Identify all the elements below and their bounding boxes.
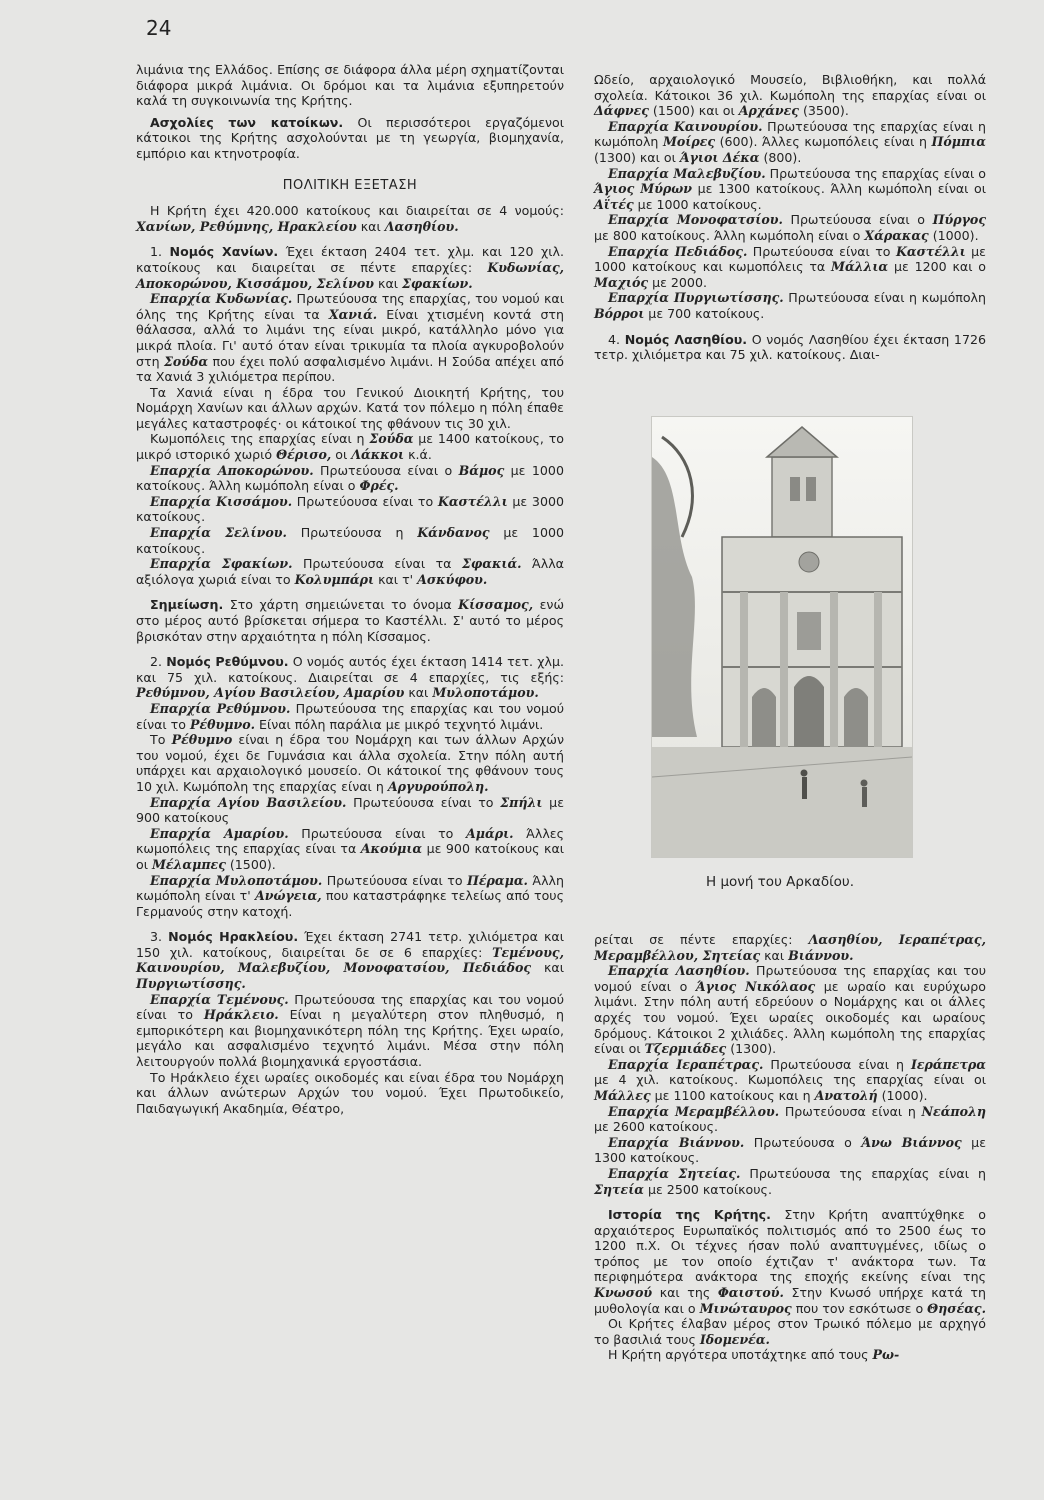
paragraph-ierapetras	[594, 1057, 986, 1104]
occupations-text: Οι περισσότεροι εργαζόμενοι κάτοικοι της Κρήτης ασχολούνται με τη γεωργία, βιομηχανία, εμπόριο και κτηνοτροφία.	[136, 114, 565, 161]
nomos-3-number: 3.	[150, 929, 169, 945]
page-number: 24	[146, 16, 172, 40]
amariou-text-c: με 900 κατοίκους και οι	[136, 841, 565, 872]
paragraph-romans	[594, 1347, 986, 1363]
history-theseus: Θησέας.	[927, 1300, 986, 1316]
paragraph-pyrgiotissis	[594, 290, 986, 321]
sfakion-text-c: και τ'	[374, 571, 418, 587]
monofatsiou-text-b: με 800 κατοίκους. Άλλη κωμόπολη είναι ο	[594, 227, 865, 243]
paragraph-komopoleis	[136, 431, 564, 462]
merambellou-text-b: με 2600 κατοίκους.	[594, 1119, 718, 1135]
nomos-2-text: Ο νομός αυτός έχει έκταση 1414 τετ. χλμ. και 75 χιλ. κατοίκους. Διαιρείται σε 4 επαρχίες, τις εξής:	[136, 654, 564, 685]
kainouriou-text-d: (800).	[759, 149, 802, 165]
malevyziou-text-b: με 1300 κατοίκους. Άλλη κωμόπολη είναι οι	[692, 181, 987, 197]
nomos-3-title: Νομός Ηρακλείου.	[168, 929, 299, 945]
merambellou-title: Επαρχία Μεραμβέλλου.	[608, 1103, 780, 1119]
viannou-title: Επαρχία Βιάννου.	[608, 1134, 745, 1150]
ierapetras-anatoli: Ανατολή	[814, 1087, 878, 1103]
history-knossos: Κνωσού	[594, 1285, 653, 1301]
pediados-text-b: με 1000 κατοίκους και κωμοπόλεις τα	[594, 243, 986, 275]
temenous-text-b: Είναι η μεγαλύτερη στον πληθυσμό, η εμπορικότερη και βιομηχανικότερη πόλη της Κρήτης. Έχει ωραίο, μεγάλο και ασφαλισμένο τεχνητό λιμάνι. Μέσα στην πόλη λειτουργούν πολλά βιομηχανικά εργοστάσια.	[136, 1007, 564, 1070]
paragraph-irakleio-cont	[594, 72, 986, 119]
nomos-2-and: και	[404, 685, 433, 701]
history-phaistos: Φαιστού.	[717, 1285, 784, 1301]
paragraph-selinou	[136, 525, 564, 556]
amariou-city: Αμάρι.	[466, 825, 514, 841]
history-text-c: Στην Κνωσό υπήρχε κατά τη μυθολογία και ο	[594, 1285, 987, 1316]
rethymnou-text-a: Πρωτεύουσα της επαρχίας και του νομού είναι το	[136, 700, 564, 732]
nomos-4-title: Νομός Λασηθίου.	[624, 331, 748, 347]
lasithiou-text-b: με ωραίο και ευρύχωρο λιμάνι. Στην πόλη αυτή εδρεύουν ο Νομάρχης και οι άλλες αρχές του νομού. Έχει ωραίες οικοδομές και ωραίους δρόμους. Κάτοικοι 2 χιλιάδες. Άλλη κωμόπολη της επαρχίας είναι οι	[594, 978, 986, 1057]
history-minotaur: Μινώταυρος	[699, 1300, 792, 1316]
nomos-3-and: και	[531, 960, 564, 976]
selinou-city: Κάνδανος	[417, 525, 490, 541]
note-text-a: Στο χάρτη σημειώνεται το όνομα	[223, 597, 459, 613]
rethymno-argyroupoli: Αργυρούπολη.	[387, 778, 489, 794]
lasithiou-text-c: (1300).	[726, 1041, 777, 1057]
amariou-title: Επαρχία Αμαρίου.	[150, 825, 289, 841]
history-text-d: που τον εσκότωσε ο	[791, 1300, 928, 1316]
sfakion-city: Σφακιά.	[461, 556, 522, 572]
kissamou-text-b: με 3000 κατοίκους.	[136, 493, 564, 525]
paragraph-lasithiou	[594, 963, 986, 1057]
amariou-akoumia: Ακούμια	[360, 841, 423, 857]
apokoronou-fres: Φρές.	[359, 478, 399, 494]
kydonia-text-b: Είναι χτισμένη κοντά στη θάλασσα, αλλά το λιμάνι της είναι μικρό, κατάλληλο μόνο για μικρά πλοία. Γι' αυτό όταν είναι τρικυμία τα πλοία αγκυροβολούν στη	[136, 306, 564, 369]
nomos-4-last: Βιάννου.	[788, 947, 854, 963]
lasithiou-city: Άγιος Νικόλαος	[695, 978, 816, 994]
paragraph-agiou-vasileiou	[136, 795, 564, 826]
malevyziou-title: Επαρχία Μαλεβυζίου.	[608, 165, 766, 181]
apokoronou-city: Βάμος	[458, 462, 505, 478]
ierapetras-text-d: (1000).	[877, 1087, 928, 1103]
selinou-text-b: με 1000 κατοίκους.	[136, 525, 564, 556]
note-kissamos: Κίσσαμος,	[458, 597, 534, 613]
romans-text: Η Κρήτη αργότερα υποτάχτηκε από τους	[608, 1347, 873, 1363]
mylopotamou-text-a: Πρωτεύουσα είναι το	[322, 872, 467, 888]
apokoronou-text-a: Πρωτεύουσα είναι ο	[313, 462, 459, 478]
paragraph-nomos-irakleiou	[136, 929, 564, 991]
paragraph-kydonia	[136, 291, 564, 385]
malevyziou-text-a: Πρωτεύουσα της επαρχίας είναι ο	[765, 165, 986, 181]
paragraph-irakleio: Το Ηράκλειο έχει ωραίες οικοδομές και είναι έδρα του Νομάρχη και άλλων ανώτερων Αρχών του νομού. Έχει Πρωτοδικείο, Παιδαγωγική Ακαδημία, Θέατρο,	[136, 1069, 564, 1116]
mylopotamou-city: Πέραμα.	[467, 872, 528, 888]
kainouriou-text-c: (1300) και οι	[594, 149, 680, 165]
siteias-text-b: με 2500 κατοίκους.	[643, 1181, 772, 1197]
komo-text-b: με 1400 κατοίκους, το μικρό ιστορικό χωριό	[136, 431, 564, 463]
paragraph-mylopotamou	[136, 873, 564, 920]
paragraph-amariou	[136, 826, 564, 873]
nomos-2-number: 2.	[150, 654, 167, 670]
paragraph-note	[136, 597, 564, 644]
siteias-city: Σητεία	[594, 1181, 644, 1197]
pediados-city: Καστέλλι	[895, 243, 966, 259]
amariou-text-b: Άλλες κωμοπόλεις της επαρχίας είναι τα	[136, 825, 565, 857]
kydonia-city: Χανιά.	[328, 306, 378, 322]
pediados-machios: Μαχιός	[594, 274, 649, 290]
intro-last: Λασηθίου.	[384, 218, 459, 234]
paragraph-temenous	[136, 992, 564, 1070]
cont-archanes: Αρχάνες	[738, 103, 799, 119]
kissamou-title: Επαρχία Κισσάμου.	[150, 493, 293, 509]
paragraph-siteias	[594, 1166, 986, 1197]
nomos-4-list: Λασηθίου, Ιεραπέτρας, Μεραμβέλλου, Σητείας	[594, 932, 986, 963]
kainouriou-agioi-deka: Άγιοι Δέκα	[679, 149, 760, 165]
malevyziou-text-c: με 1000 κατοίκους.	[633, 196, 762, 212]
troy-text: Οι Κρήτες έλαβαν μέρος στον Τρωικό πόλεμο με αρχηγό το βασιλιά τους	[594, 1316, 986, 1347]
paragraph-intro	[136, 203, 564, 234]
kissamou-city: Καστέλλι	[437, 493, 508, 509]
siteias-text-a: Πρωτεύουσα της επαρχίας είναι η	[740, 1165, 986, 1181]
mylopotamou-text-c: που καταστράφηκε τελείως από τους Γερμανούς στην κατοχή.	[136, 888, 564, 919]
paragraph-rethymnou	[136, 701, 564, 732]
monofatsiou-text-c: (1000).	[928, 227, 979, 243]
rethymnou-city: Ρέθυμνο.	[189, 716, 255, 732]
intro-text: Η Κρήτη έχει 420.000 κατοίκους και διαιρείται σε 4 νομούς:	[150, 203, 564, 219]
ierapetras-text-a: Πρωτεύουσα είναι η	[763, 1056, 911, 1072]
nomos-1-and: και	[374, 275, 403, 291]
sfakion-askyfou: Ασκύφου.	[417, 571, 488, 587]
amariou-melampes: Μέλαμπες	[151, 856, 226, 872]
kainouriou-title: Επαρχία Καινουρίου.	[608, 118, 763, 134]
pediados-text-d: με 2000.	[648, 274, 707, 290]
kainouriou-pompia: Πόμπια	[931, 134, 986, 150]
viannou-city: Άνω Βιάννος	[861, 1134, 962, 1150]
selinou-title: Επαρχία Σελίνου.	[150, 525, 287, 541]
history-text-b: και της	[652, 1285, 718, 1301]
arkadi-monastery-photo	[651, 416, 913, 858]
pyrgiotissis-text-b: με 700 κατοίκους.	[644, 305, 765, 321]
cont-text-a: Ωδείο, αρχαιολογικό Μουσείο, Βιβλιοθήκη, και πολλά σχολεία. Κάτοικοι 36 χιλ. Κωμόπολη της επαρχίας είναι οι	[594, 72, 986, 103]
monofatsiou-text-a: Πρωτεύουσα είναι ο	[782, 212, 933, 228]
history-text-a: Στην Κρήτη αναπτύχθηκε ο αρχαιότερος Ευρωπαϊκός πολιτισμός από το 2500 έως το 1200 π.Χ. Οι τέχνες ήσαν πολύ αναπτυγμένες, ιδίως ο τρόπος με τον οποίο έχτιζαν τ' ανάκτορα των. Τα περιφημότερα ανάκτορα της εποχής εκείνης είναι της	[594, 1207, 986, 1285]
apokoronou-title: Επαρχία Αποκορώνου.	[150, 462, 314, 478]
sfakion-title: Επαρχία Σφακίων.	[150, 556, 293, 572]
pediados-text-c: με 1200 και ο	[888, 259, 986, 275]
monofatsiou-charakas: Χάρακας	[864, 227, 929, 243]
nomos-4-cont: ρείται σε πέντε επαρχίες:	[594, 932, 809, 947]
komo-text-d: κ.ά.	[404, 447, 432, 463]
paragraph-sfakion	[136, 556, 564, 587]
left-column	[136, 62, 564, 1116]
intro-and: και	[356, 218, 385, 234]
paragraph-history	[594, 1207, 986, 1316]
selinou-text-a: Πρωτεύουσα η	[286, 525, 418, 541]
kainouriou-text-a: Πρωτεύουσα της επαρχίας είναι η κωμόπολη	[594, 118, 986, 150]
note-text-b: ενώ στο μέρος αυτό βρίσκεται σήμερα το Καστέλλι. Σ' αυτό το μέρος βρισκόταν στην αρχαιότητα η πόλη Κίσσαμος.	[136, 597, 564, 644]
intro-nomoi: Χανίων, Ρεθύμνης, Ηρακλείου	[136, 218, 357, 234]
paragraph-merambellou	[594, 1104, 986, 1135]
nomos-4-and: και	[760, 947, 789, 963]
merambellou-city: Νεάπολη	[921, 1103, 987, 1119]
nomos-1-number: 1.	[150, 244, 170, 260]
nomos-2-title: Νομός Ρεθύμνου.	[166, 654, 289, 670]
monastery-illustration	[652, 417, 912, 857]
paragraph-kainouriou	[594, 119, 986, 166]
amariou-text-d: (1500).	[225, 856, 276, 872]
pediados-mallia: Μάλλια	[831, 259, 889, 275]
right-column-upper	[594, 72, 986, 363]
ierapetras-text-b: με 4 χιλ. κατοίκους. Κωμοπόλεις της επαρχίας είναι οι	[594, 1072, 986, 1088]
paragraph-kissamou	[136, 494, 564, 525]
nomos-3-list: Τεμένους, Καινουρίου, Μαλεβυζίου, Μονοφατσίου, Πεδιάδος	[136, 944, 564, 976]
apokoronou-text-b: με 1000 κατοίκους. Άλλη κωμόπολη είναι ο	[136, 462, 564, 494]
paragraph-pediados	[594, 244, 986, 291]
troy-idomeneus: Ιδομενέα.	[699, 1331, 770, 1347]
sfakion-text-b: Άλλα αξιόλογα χωριά είναι το	[136, 556, 564, 587]
kydonia-text-c: που έχει πολύ ασφαλισμένο λιμάνι. Η Σούδα απέχει από τα Χανιά 3 χιλιόμετρα περίπου.	[136, 353, 564, 385]
rethymnou-title: Επαρχία Ρεθύμνου.	[150, 700, 291, 716]
paragraph-nomos-chania	[136, 244, 564, 291]
kainouriou-text-b: (600). Άλλες κωμοπόλεις είναι η	[715, 134, 932, 150]
malevyziou-city: Άγιος Μύρων	[594, 181, 693, 197]
temenous-text-a: Πρωτεύουσα της επαρχίας και του νομού είναι το	[136, 991, 565, 1023]
rethymnou-text-b: Είναι πόλη παράλια με μικρό τεχνητό λιμάνι.	[254, 716, 544, 732]
paragraph-chania: Τα Χανιά είναι η έδρα του Γενικού Διοικητή Κρήτης, του Νομάρχη Χανίων και άλλων αρχών. Κατά τον πόλεμο η πόλη έπαθε μεγάλες καταστροφές· οι κάτοικοί της φθάνουν τις 30 χιλ.	[136, 384, 564, 431]
agiou-vasileiou-title: Επαρχία Αγίου Βασιλείου.	[150, 794, 347, 810]
rethymno-text-a: Το	[150, 732, 172, 748]
paragraph-harbors: λιμάνια της Ελλάδος. Επίσης σε διάφορα άλλα μέρη σχηματίζονται διάφορα μικρά λιμάνια. Οι δρόμοι και τα λιμάνια εξυπηρετούν καλά τη συγκοινωνία της Κρήτης.	[136, 62, 564, 109]
temenous-city: Ηράκλειο.	[203, 1007, 279, 1023]
temenous-title: Επαρχία Τεμένους.	[150, 991, 289, 1007]
malevyziou-aites: Αΐτές	[594, 196, 634, 212]
viannou-text-b: με 1300 κατοίκους.	[594, 1134, 987, 1166]
paragraph-monofatsiou	[594, 212, 986, 243]
komo-text-a: Κωμοπόλεις της επαρχίας είναι η	[150, 431, 370, 447]
history-title: Ιστορία της Κρήτης.	[608, 1207, 771, 1223]
nomos-2-last: Μυλοποτάμου.	[432, 685, 539, 701]
agiou-vasileiou-city: Σπήλι	[500, 794, 543, 810]
kainouriou-city: Μοίρες	[662, 134, 716, 150]
pediados-title: Επαρχία Πεδιάδος.	[608, 243, 748, 259]
komo-lakkoi: Λάκκοι	[351, 447, 405, 463]
photo-caption: Η μονή του Αρκαδίου.	[706, 874, 855, 890]
komo-theriso: Θέρισο,	[276, 447, 332, 463]
paragraph-rethymno-city	[136, 732, 564, 794]
nomos-2-list: Ρεθύμνου, Αγίου Βασιλείου, Αμαρίου	[136, 685, 405, 701]
lasithiou-title: Επαρχία Λασηθίου.	[608, 963, 750, 979]
right-column-lower	[594, 932, 986, 1363]
mylopotamou-text-b: Άλλη κωμόπολη είναι τ'	[136, 872, 564, 904]
cont-text-c: (3500).	[798, 103, 849, 119]
monofatsiou-title: Επαρχία Μονοφατσίου.	[608, 212, 783, 228]
monofatsiou-city: Πύργος	[932, 212, 986, 228]
romans-ro: Ρω-	[872, 1347, 900, 1363]
lasithiou-tzermiades: Τζερμιάδες	[644, 1041, 727, 1057]
merambellou-text-a: Πρωτεύουσα είναι η	[779, 1103, 922, 1119]
nomos-3-text: Έχει έκταση 2741 τετρ. χιλιόμετρα και 150 χιλ. κατοίκους, διαιρείται δε σε 6 επαρχίες:	[136, 929, 564, 960]
ierapetras-malles: Μάλλες	[594, 1087, 651, 1103]
siteias-title: Επαρχία Σητείας.	[608, 1165, 741, 1181]
komo-text-c: οι	[331, 447, 352, 463]
paragraph-nomos-rethymnou	[136, 654, 564, 701]
pyrgiotissis-text-a: Πρωτεύουσα είναι η κωμόπολη	[783, 290, 986, 306]
agiou-vasileiou-text-b: με 900 κατοίκους	[136, 794, 564, 826]
agiou-vasileiou-text-a: Πρωτεύουσα είναι το	[346, 794, 501, 810]
cont-dafnes: Δάφνες	[594, 103, 649, 119]
nomos-4-text: Ο νομός Λασηθίου έχει έκταση 1726 τετρ. χιλιόμετρα και 75 χιλ. κατοίκους. Διαι-	[594, 331, 986, 363]
mylopotamou-title: Επαρχία Μυλοποτάμου.	[150, 872, 323, 888]
paragraph-viannou	[594, 1135, 986, 1166]
kydonia-title: Επαρχία Κυδωνίας.	[150, 291, 293, 307]
sfakion-kolymbari: Κολυμπάρι	[294, 571, 375, 587]
pyrgiotissis-title: Επαρχία Πυργιωτίσσης.	[608, 290, 784, 306]
paragraph-malevyziou	[594, 166, 986, 213]
occupations-title: Ασχολίες των κατοίκων.	[150, 114, 344, 130]
sfakion-text-a: Πρωτεύουσα είναι τα	[292, 556, 462, 572]
paragraph-trojan-war	[594, 1316, 986, 1347]
pediados-text-a: Πρωτεύουσα είναι το	[747, 243, 896, 259]
nomos-4-number: 4.	[608, 331, 625, 347]
paragraph-nomos-lasithiou	[594, 332, 986, 363]
nomos-1-text: Έχει έκταση 2404 τετ. χλμ. και 120 χιλ. κατοίκους και διαιρείται σε πέντε επαρχίες:	[136, 244, 564, 275]
viannou-text-a: Πρωτεύουσα ο	[744, 1134, 862, 1150]
paragraph-apokoronou	[136, 463, 564, 494]
amariou-text-a: Πρωτεύουσα είναι το	[288, 825, 467, 841]
note-title: Σημείωση.	[150, 597, 224, 613]
ierapetras-text-c: με 1100 κατοίκους και η	[650, 1087, 815, 1103]
rethymno-city: Ρέθυμνο	[171, 732, 233, 748]
kydonia-souda: Σούδα	[163, 353, 209, 369]
paragraph-lasithiou-cont	[594, 932, 986, 963]
paragraph-occupations	[136, 115, 564, 162]
lasithiou-text-a: Πρωτεύουσα της επαρχίας και του νομού είναι ο	[594, 963, 987, 994]
kydonia-text-a: Πρωτεύουσα της επαρχίας, του νομού και όλης της Κρήτης είναι τα	[136, 291, 564, 322]
cont-text-b: (1500) και οι	[648, 103, 739, 119]
rethymno-text-b: είναι η έδρα του Νομάρχη και των άλλων Αρχών του νομού, έχει δε Γυμνάσια και άλλα σχολεία. Στην πόλη αυτή υπάρχει και αρχαιολογικό μουσείο. Οι κάτοικοί της φθάνουν τους 10 χιλ. Κωμόπολη της επαρχίας είναι η	[136, 732, 565, 794]
mylopotamou-anogeia: Ανώγεια,	[254, 888, 322, 904]
kissamou-text-a: Πρωτεύουσα είναι το	[292, 493, 438, 509]
komo-souda: Σούδα	[369, 431, 414, 447]
nomos-1-last: Σφακίων.	[402, 275, 473, 291]
section-heading: ΠΟΛΙΤΙΚΗ ΕΞΕΤΑΣΗ	[282, 177, 418, 193]
pyrgiotissis-city: Βόρροι	[594, 305, 645, 321]
nomos-1-list: Κυδωνίας, Αποκορώνου, Κισσάμου, Σελίνου	[136, 259, 564, 291]
nomos-1-title: Νομός Χανίων.	[169, 244, 279, 260]
ierapetras-city: Ιεράπετρα	[910, 1056, 986, 1072]
nomos-3-last: Πυργιωτίσσης.	[136, 976, 246, 992]
ierapetras-title: Επαρχία Ιεραπέτρας.	[608, 1056, 764, 1072]
